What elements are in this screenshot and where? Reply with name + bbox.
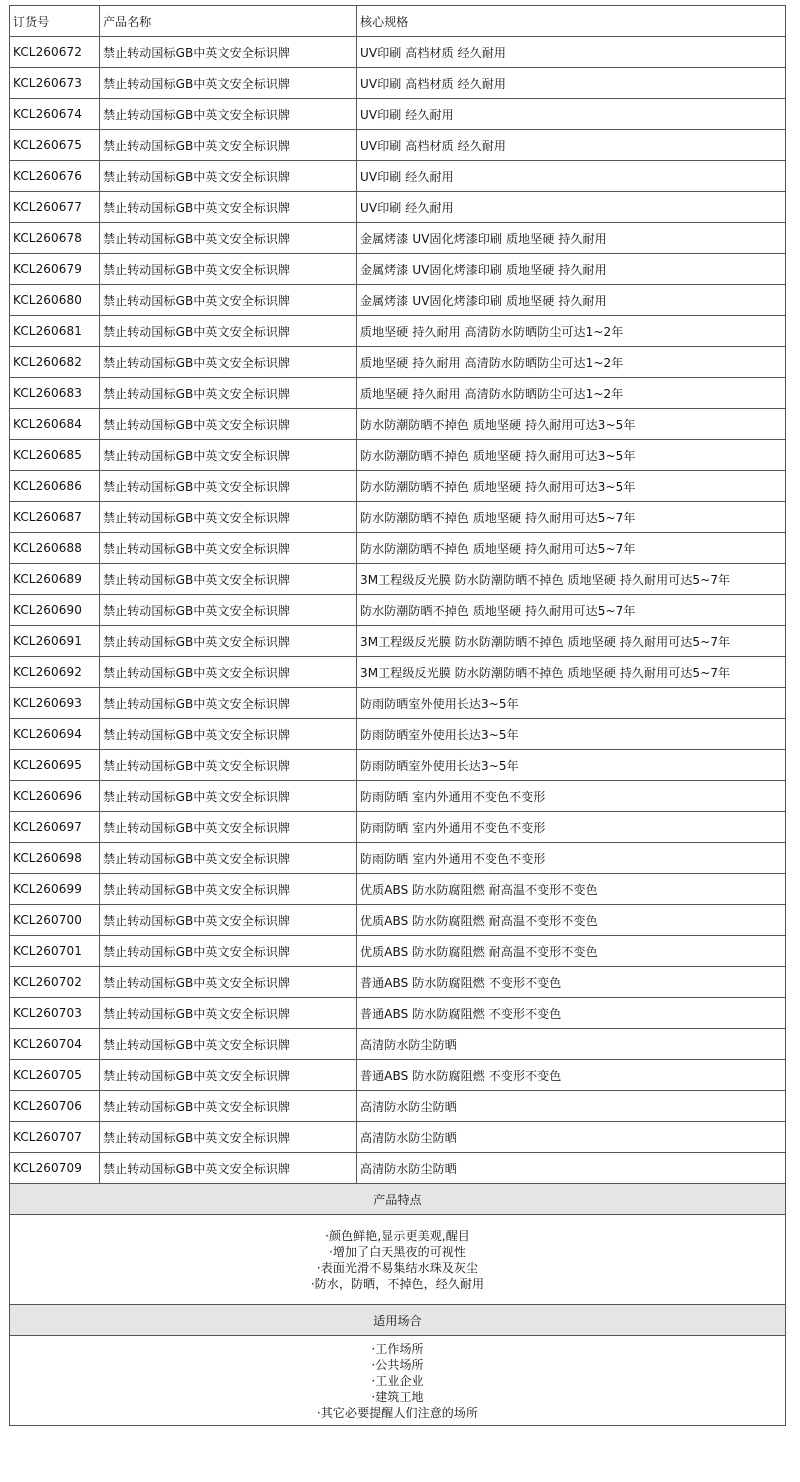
product-name-cell: 禁止转动国标GB中英文安全标识牌 — [100, 378, 357, 409]
order-number-cell: KCL260679 — [10, 254, 100, 285]
features-title: 产品特点 — [10, 1184, 786, 1215]
product-name-cell: 禁止转动国标GB中英文安全标识牌 — [100, 905, 357, 936]
product-name-cell: 禁止转动国标GB中英文安全标识牌 — [100, 781, 357, 812]
core-spec-cell: 优质ABS 防水防腐阻燃 耐高温不变形不变色 — [357, 936, 786, 967]
table-row — [10, 1153, 786, 1184]
table-body — [10, 37, 786, 1184]
table-row — [10, 161, 786, 192]
order-number-cell: KCL260696 — [10, 781, 100, 812]
table-row — [10, 37, 786, 68]
table-row — [10, 812, 786, 843]
product-name-cell: 禁止转动国标GB中英文安全标识牌 — [100, 192, 357, 223]
product-name-cell: 禁止转动国标GB中英文安全标识牌 — [100, 812, 357, 843]
product-name-cell: 禁止转动国标GB中英文安全标识牌 — [100, 533, 357, 564]
order-number-cell: KCL260688 — [10, 533, 100, 564]
product-name-cell: 禁止转动国标GB中英文安全标识牌 — [100, 688, 357, 719]
product-name-cell: 禁止转动国标GB中英文安全标识牌 — [100, 657, 357, 688]
order-number-cell: KCL260686 — [10, 471, 100, 502]
core-spec-cell: 3M工程级反光膜 防水防潮防晒不掉色 质地坚硬 持久耐用可达5~7年 — [357, 564, 786, 595]
product-name-cell: 禁止转动国标GB中英文安全标识牌 — [100, 68, 357, 99]
order-number-cell: KCL260698 — [10, 843, 100, 874]
table-row — [10, 254, 786, 285]
table-row — [10, 99, 786, 130]
product-name-cell: 禁止转动国标GB中英文安全标识牌 — [100, 285, 357, 316]
order-number-cell: KCL260697 — [10, 812, 100, 843]
product-name-cell: 禁止转动国标GB中英文安全标识牌 — [100, 471, 357, 502]
table-row — [10, 192, 786, 223]
table-row — [10, 1029, 786, 1060]
table-row — [10, 967, 786, 998]
core-spec-cell: 优质ABS 防水防腐阻燃 耐高温不变形不变色 — [357, 905, 786, 936]
table-row — [10, 347, 786, 378]
order-number-cell: KCL260680 — [10, 285, 100, 316]
product-name-cell: 禁止转动国标GB中英文安全标识牌 — [100, 223, 357, 254]
product-name-cell: 禁止转动国标GB中英文安全标识牌 — [100, 502, 357, 533]
product-name-cell: 禁止转动国标GB中英文安全标识牌 — [100, 1060, 357, 1091]
order-number-cell: KCL260674 — [10, 99, 100, 130]
core-spec-cell: 优质ABS 防水防腐阻燃 耐高温不变形不变色 — [357, 874, 786, 905]
core-spec-cell: 3M工程级反光膜 防水防潮防晒不掉色 质地坚硬 持久耐用可达5~7年 — [357, 626, 786, 657]
core-spec-cell: 防雨防晒室外使用长达3~5年 — [357, 750, 786, 781]
product-name-cell: 禁止转动国标GB中英文安全标识牌 — [100, 998, 357, 1029]
table-row — [10, 626, 786, 657]
core-spec-cell: 金属烤漆 UV固化烤漆印刷 质地坚硬 持久耐用 — [357, 254, 786, 285]
table-row — [10, 657, 786, 688]
table-row — [10, 223, 786, 254]
order-number-cell: KCL260677 — [10, 192, 100, 223]
table-row — [10, 595, 786, 626]
order-number-cell: KCL260692 — [10, 657, 100, 688]
product-name-cell: 禁止转动国标GB中英文安全标识牌 — [100, 874, 357, 905]
core-spec-cell: 金属烤漆 UV固化烤漆印刷 质地坚硬 持久耐用 — [357, 223, 786, 254]
occasion-item: ·工作场所 — [371, 1341, 424, 1356]
order-number-cell: KCL260689 — [10, 564, 100, 595]
product-name-cell: 禁止转动国标GB中英文安全标识牌 — [100, 254, 357, 285]
table-row — [10, 130, 786, 161]
core-spec-cell: 防水防潮防晒不掉色 质地坚硬 持久耐用可达3~5年 — [357, 471, 786, 502]
product-name-cell: 禁止转动国标GB中英文安全标识牌 — [100, 37, 357, 68]
core-spec-cell: UV印刷 经久耐用 — [357, 192, 786, 223]
order-number-cell: KCL260678 — [10, 223, 100, 254]
table-row — [10, 533, 786, 564]
core-spec-cell: UV印刷 经久耐用 — [357, 99, 786, 130]
core-spec-cell: 质地坚硬 持久耐用 高清防水防晒防尘可达1~2年 — [357, 347, 786, 378]
occasions-list — [10, 1336, 786, 1426]
core-spec-cell: 质地坚硬 持久耐用 高清防水防晒防尘可达1~2年 — [357, 378, 786, 409]
core-spec-cell: 防水防潮防晒不掉色 质地坚硬 持久耐用可达5~7年 — [357, 502, 786, 533]
core-spec-cell: UV印刷 高档材质 经久耐用 — [357, 68, 786, 99]
order-number-cell: KCL260703 — [10, 998, 100, 1029]
product-name-cell: 禁止转动国标GB中英文安全标识牌 — [100, 130, 357, 161]
order-number-cell: KCL260687 — [10, 502, 100, 533]
occasion-item: ·建筑工地 — [371, 1389, 424, 1404]
core-spec-cell: UV印刷 高档材质 经久耐用 — [357, 130, 786, 161]
product-name-cell: 禁止转动国标GB中英文安全标识牌 — [100, 161, 357, 192]
order-number-cell: KCL260691 — [10, 626, 100, 657]
core-spec-cell: 高清防水防尘防晒 — [357, 1153, 786, 1184]
product-name-cell: 禁止转动国标GB中英文安全标识牌 — [100, 316, 357, 347]
product-name-cell: 禁止转动国标GB中英文安全标识牌 — [100, 936, 357, 967]
occasion-item: ·其它必要提醒人们注意的场所 — [316, 1405, 479, 1420]
table-row — [10, 998, 786, 1029]
core-spec-cell: 高清防水防尘防晒 — [357, 1122, 786, 1153]
order-number-cell: KCL260706 — [10, 1091, 100, 1122]
table-row — [10, 688, 786, 719]
core-spec-cell: 防水防潮防晒不掉色 质地坚硬 持久耐用可达5~7年 — [357, 533, 786, 564]
product-name-cell: 禁止转动国标GB中英文安全标识牌 — [100, 409, 357, 440]
table-row — [10, 781, 786, 812]
occasions-section — [10, 1305, 786, 1426]
product-name-cell: 禁止转动国标GB中英文安全标识牌 — [100, 564, 357, 595]
occasions-title: 适用场合 — [10, 1305, 786, 1336]
table-row — [10, 409, 786, 440]
order-number-cell: KCL260685 — [10, 440, 100, 471]
feature-item: ·颜色鲜艳,显示更美观,醒目 — [325, 1228, 470, 1243]
order-number-cell: KCL260702 — [10, 967, 100, 998]
core-spec-cell: 防雨防晒 室内外通用不变色不变形 — [357, 843, 786, 874]
order-number-cell: KCL260704 — [10, 1029, 100, 1060]
table-row — [10, 471, 786, 502]
header-order-number: 订货号 — [10, 6, 100, 37]
header-core-spec: 核心规格 — [357, 6, 786, 37]
core-spec-cell: 防雨防晒 室内外通用不变色不变形 — [357, 781, 786, 812]
product-name-cell: 禁止转动国标GB中英文安全标识牌 — [100, 595, 357, 626]
order-number-cell: KCL260675 — [10, 130, 100, 161]
table-row — [10, 719, 786, 750]
order-number-cell: KCL260682 — [10, 347, 100, 378]
table-row — [10, 285, 786, 316]
order-number-cell: KCL260699 — [10, 874, 100, 905]
table-row — [10, 564, 786, 595]
features-list — [10, 1215, 786, 1305]
order-number-cell: KCL260676 — [10, 161, 100, 192]
order-number-cell: KCL260709 — [10, 1153, 100, 1184]
feature-item: ·表面光滑不易集结水珠及灰尘 — [316, 1260, 479, 1275]
order-number-cell: KCL260694 — [10, 719, 100, 750]
feature-item: ·增加了白天黑夜的可视性 — [328, 1244, 466, 1259]
product-name-cell: 禁止转动国标GB中英文安全标识牌 — [100, 347, 357, 378]
order-number-cell: KCL260707 — [10, 1122, 100, 1153]
table-row — [10, 1122, 786, 1153]
core-spec-cell: 质地坚硬 持久耐用 高清防水防晒防尘可达1~2年 — [357, 316, 786, 347]
core-spec-cell: 高清防水防尘防晒 — [357, 1029, 786, 1060]
core-spec-cell: 普通ABS 防水防腐阻燃 不变形不变色 — [357, 967, 786, 998]
core-spec-cell: 防水防潮防晒不掉色 质地坚硬 持久耐用可达3~5年 — [357, 409, 786, 440]
core-spec-cell: 3M工程级反光膜 防水防潮防晒不掉色 质地坚硬 持久耐用可达5~7年 — [357, 657, 786, 688]
occasion-item: ·公共场所 — [371, 1357, 424, 1372]
core-spec-cell: 防水防潮防晒不掉色 质地坚硬 持久耐用可达3~5年 — [357, 440, 786, 471]
header-product-name: 产品名称 — [100, 6, 357, 37]
core-spec-cell: UV印刷 高档材质 经久耐用 — [357, 37, 786, 68]
table-row — [10, 68, 786, 99]
order-number-cell: KCL260701 — [10, 936, 100, 967]
core-spec-cell: 普通ABS 防水防腐阻燃 不变形不变色 — [357, 1060, 786, 1091]
product-name-cell: 禁止转动国标GB中英文安全标识牌 — [100, 626, 357, 657]
order-number-cell: KCL260695 — [10, 750, 100, 781]
product-name-cell: 禁止转动国标GB中英文安全标识牌 — [100, 1029, 357, 1060]
product-name-cell: 禁止转动国标GB中英文安全标识牌 — [100, 967, 357, 998]
features-section — [10, 1184, 786, 1305]
product-name-cell: 禁止转动国标GB中英文安全标识牌 — [100, 843, 357, 874]
table-row — [10, 905, 786, 936]
product-name-cell: 禁止转动国标GB中英文安全标识牌 — [100, 1153, 357, 1184]
table-row — [10, 502, 786, 533]
product-name-cell: 禁止转动国标GB中英文安全标识牌 — [100, 440, 357, 471]
feature-item: ·防水，防晒，不掉色，经久耐用 — [310, 1276, 485, 1291]
core-spec-cell: 防雨防晒室外使用长达3~5年 — [357, 688, 786, 719]
order-number-cell: KCL260673 — [10, 68, 100, 99]
order-number-cell: KCL260681 — [10, 316, 100, 347]
table-header-row — [10, 6, 786, 37]
table-row — [10, 316, 786, 347]
order-number-cell: KCL260700 — [10, 905, 100, 936]
core-spec-cell: 金属烤漆 UV固化烤漆印刷 质地坚硬 持久耐用 — [357, 285, 786, 316]
core-spec-cell: 普通ABS 防水防腐阻燃 不变形不变色 — [357, 998, 786, 1029]
table-row — [10, 874, 786, 905]
core-spec-cell: 高清防水防尘防晒 — [357, 1091, 786, 1122]
order-number-cell: KCL260705 — [10, 1060, 100, 1091]
product-name-cell: 禁止转动国标GB中英文安全标识牌 — [100, 99, 357, 130]
product-spec-table — [9, 5, 786, 1426]
table-row — [10, 750, 786, 781]
core-spec-cell: 防水防潮防晒不掉色 质地坚硬 持久耐用可达5~7年 — [357, 595, 786, 626]
table-row — [10, 936, 786, 967]
core-spec-cell: 防雨防晒室外使用长达3~5年 — [357, 719, 786, 750]
order-number-cell: KCL260684 — [10, 409, 100, 440]
product-name-cell: 禁止转动国标GB中英文安全标识牌 — [100, 750, 357, 781]
order-number-cell: KCL260683 — [10, 378, 100, 409]
product-name-cell: 禁止转动国标GB中英文安全标识牌 — [100, 1091, 357, 1122]
table-row — [10, 1060, 786, 1091]
core-spec-cell: 防雨防晒 室内外通用不变色不变形 — [357, 812, 786, 843]
table-row — [10, 1091, 786, 1122]
table-row — [10, 843, 786, 874]
order-number-cell: KCL260693 — [10, 688, 100, 719]
core-spec-cell: UV印刷 经久耐用 — [357, 161, 786, 192]
table-row — [10, 378, 786, 409]
order-number-cell: KCL260690 — [10, 595, 100, 626]
table-row — [10, 440, 786, 471]
occasion-item: ·工业企业 — [371, 1373, 424, 1388]
product-name-cell: 禁止转动国标GB中英文安全标识牌 — [100, 1122, 357, 1153]
product-name-cell: 禁止转动国标GB中英文安全标识牌 — [100, 719, 357, 750]
order-number-cell: KCL260672 — [10, 37, 100, 68]
